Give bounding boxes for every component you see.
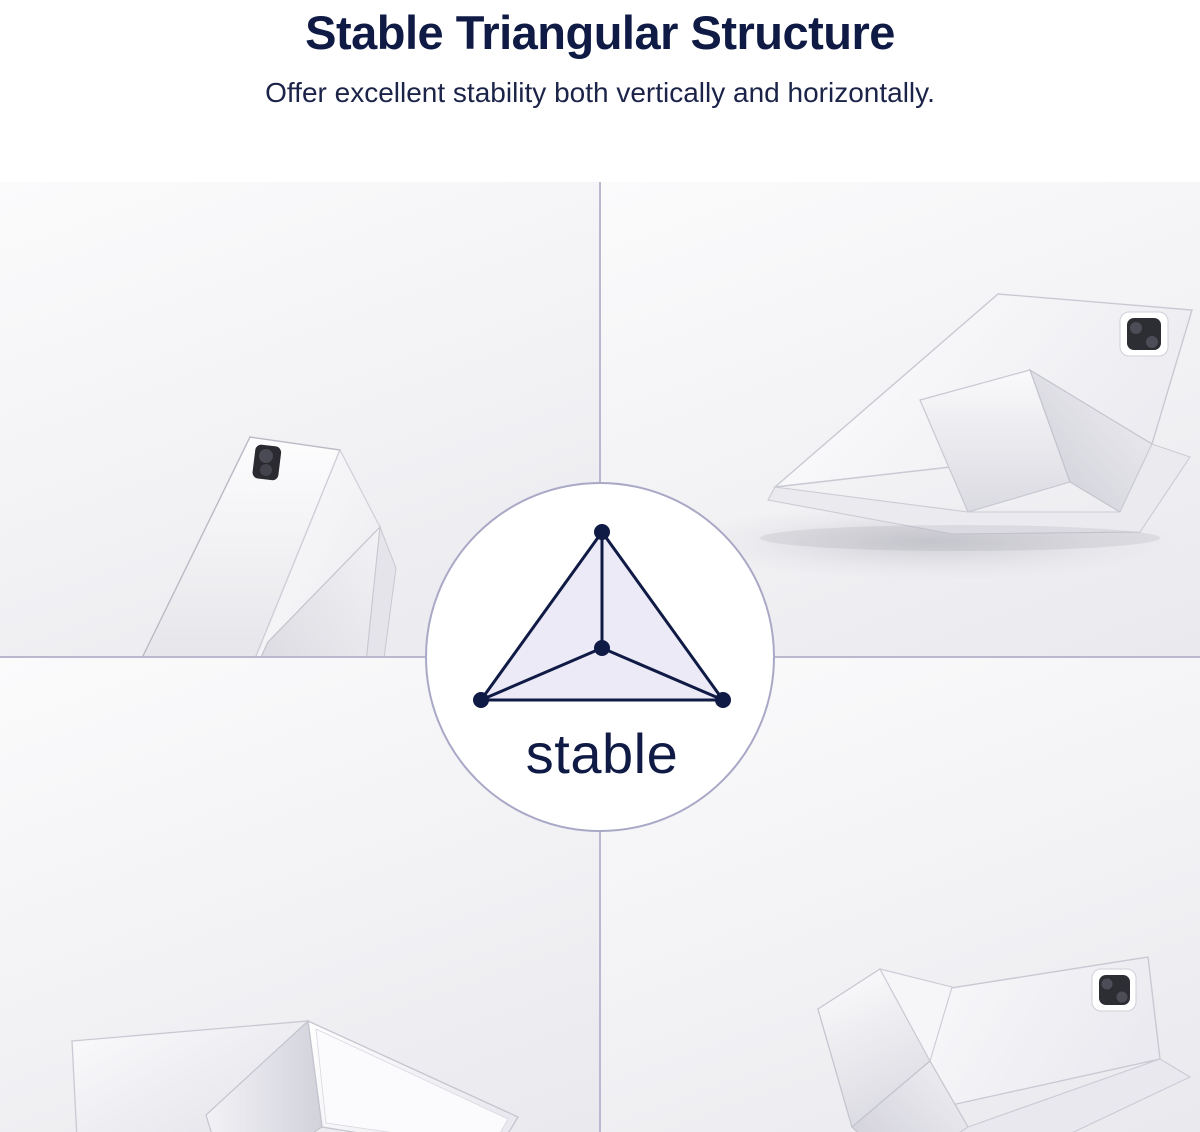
page-title: Stable Triangular Structure bbox=[305, 6, 895, 59]
stable-badge-label: stable bbox=[525, 722, 679, 785]
triangle-diagram-icon bbox=[467, 518, 737, 718]
header bbox=[0, 0, 1200, 180]
stable-badge bbox=[425, 482, 775, 832]
page-subtitle: Offer excellent stability both vertically and horizontally. bbox=[265, 77, 935, 109]
image-collage bbox=[0, 182, 1200, 1132]
